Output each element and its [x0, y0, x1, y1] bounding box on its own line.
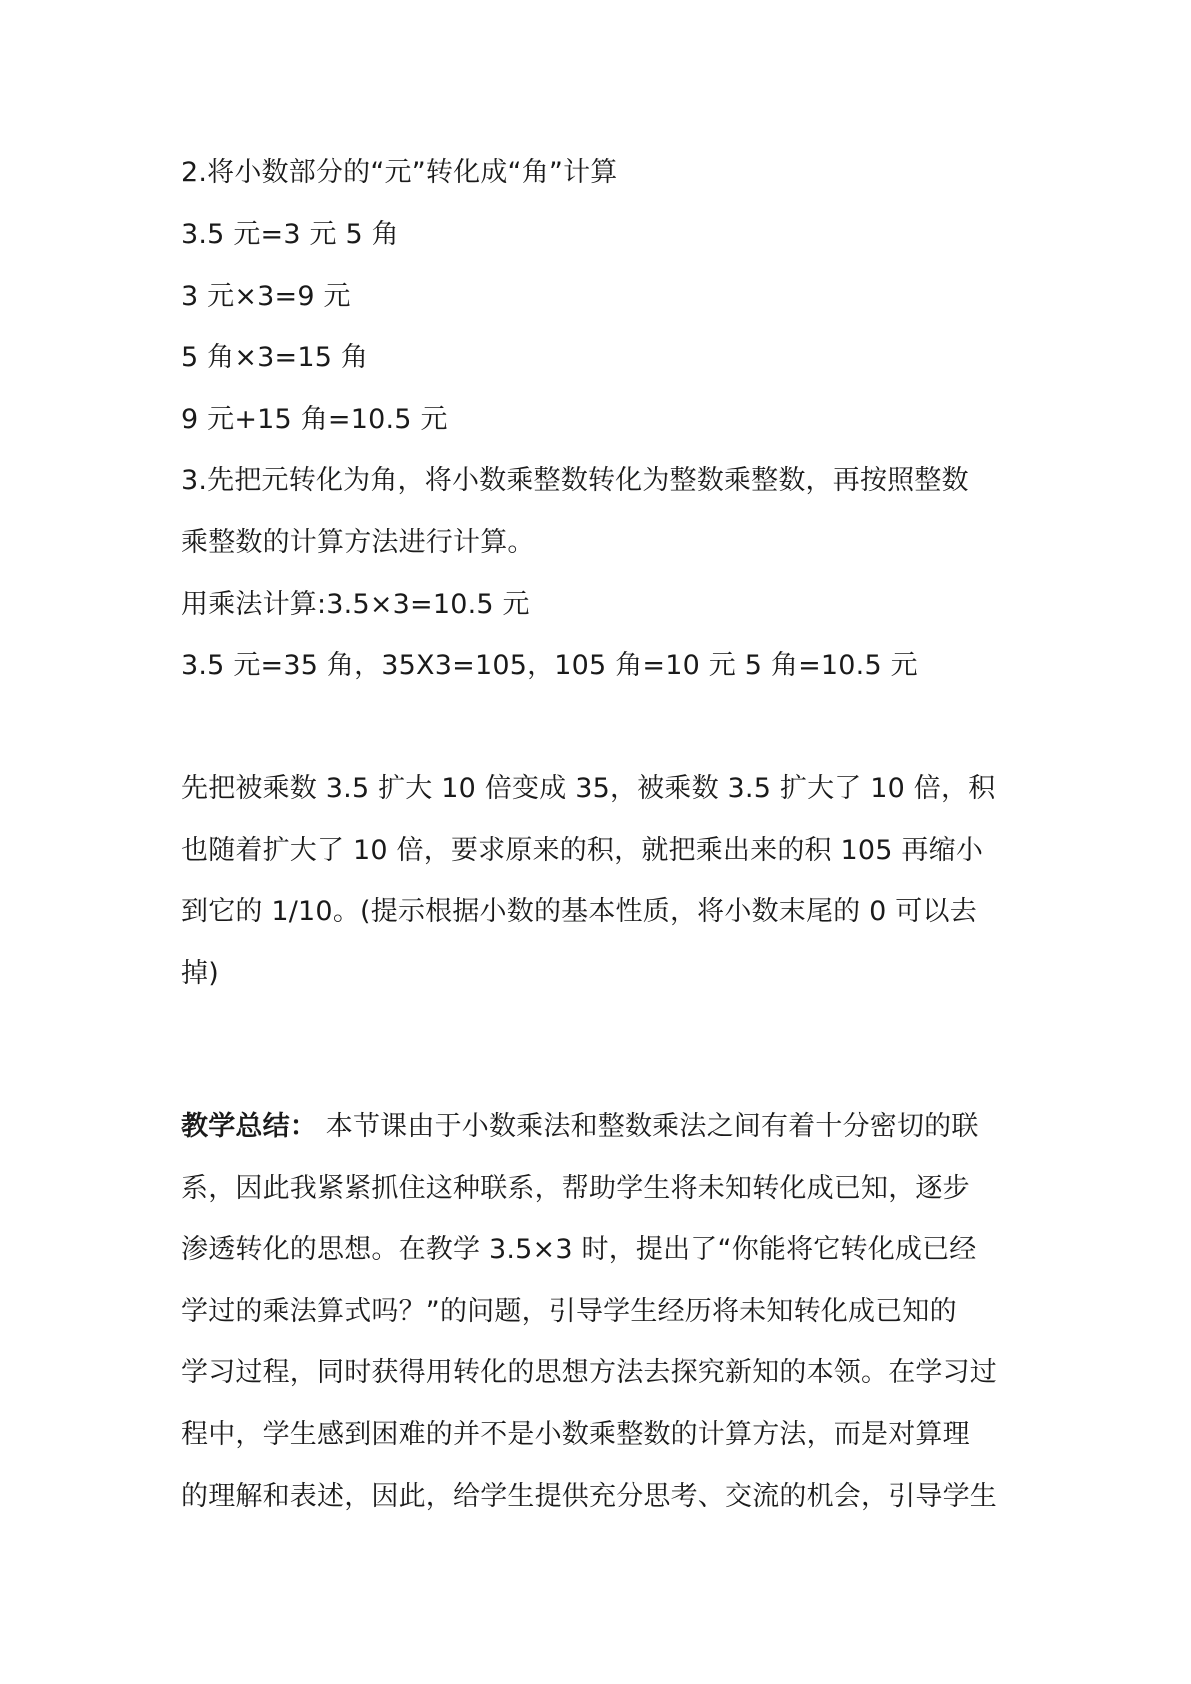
method-3-heading: 3.先把元转化为角，将小数乘整数转化为整数乘整数，再按照整数: [181, 465, 969, 496]
sum-line: 9 元+15 角=10.5 元: [181, 404, 448, 435]
summary-first-line: [181, 1109, 1011, 1145]
conversion-line: 3.5 元=3 元 5 角: [181, 219, 399, 250]
explanation-line: 到它的 1/10。(提示根据小数的基本性质，将小数末尾的 0 可以去: [181, 896, 977, 927]
yuan-product-line: 3 元×3=9 元: [181, 281, 351, 312]
explanation-line: 也随着扩大了 10 倍，要求原来的积，就把乘出来的积 105 再缩小: [181, 835, 984, 866]
summary-line: 渗透转化的思想。在教学 3.5×3 时，提出了“你能将它转化成已经: [181, 1234, 977, 1265]
explanation-line: 先把被乘数 3.5 扩大 10 倍变成 35，被乘数 3.5 扩大了 10 倍，积: [181, 773, 996, 804]
summary-line: 程中，学生感到困难的并不是小数乘整数的计算方法，而是对算理: [181, 1419, 970, 1450]
summary-line: 学过的乘法算式吗？”的问题，引导学生经历将未知转化成已知的: [181, 1296, 957, 1327]
summary-heading: 教学总结：: [181, 1111, 317, 1142]
method-3-continued: 乘整数的计算方法进行计算。: [181, 527, 535, 558]
jiao-product-line: 5 角×3=15 角: [181, 342, 369, 373]
explanation-line: 掉): [181, 958, 219, 989]
summary-line: 系，因此我紧紧抓住这种联系，帮助学生将未知转化成已知，逐步: [181, 1173, 970, 1204]
summary-line: 的理解和表述，因此，给学生提供充分思考、交流的机会，引导学生: [181, 1481, 997, 1512]
summary-line: 学习过程，同时获得用转化的思想方法去探究新知的本领。在学习过: [181, 1357, 997, 1388]
summary-text: 本节课由于小数乘法和整数乘法之间有着十分密切的联: [317, 1111, 979, 1142]
jiao-calculation-line: 3.5 元=35 角，35X3=105，105 角=10 元 5 角=10.5 元: [181, 650, 918, 681]
multiplication-result-line: 用乘法计算:3.5×3=10.5 元: [181, 589, 530, 620]
method-2-heading: 2.将小数部分的“元”转化成“角”计算: [181, 157, 618, 188]
